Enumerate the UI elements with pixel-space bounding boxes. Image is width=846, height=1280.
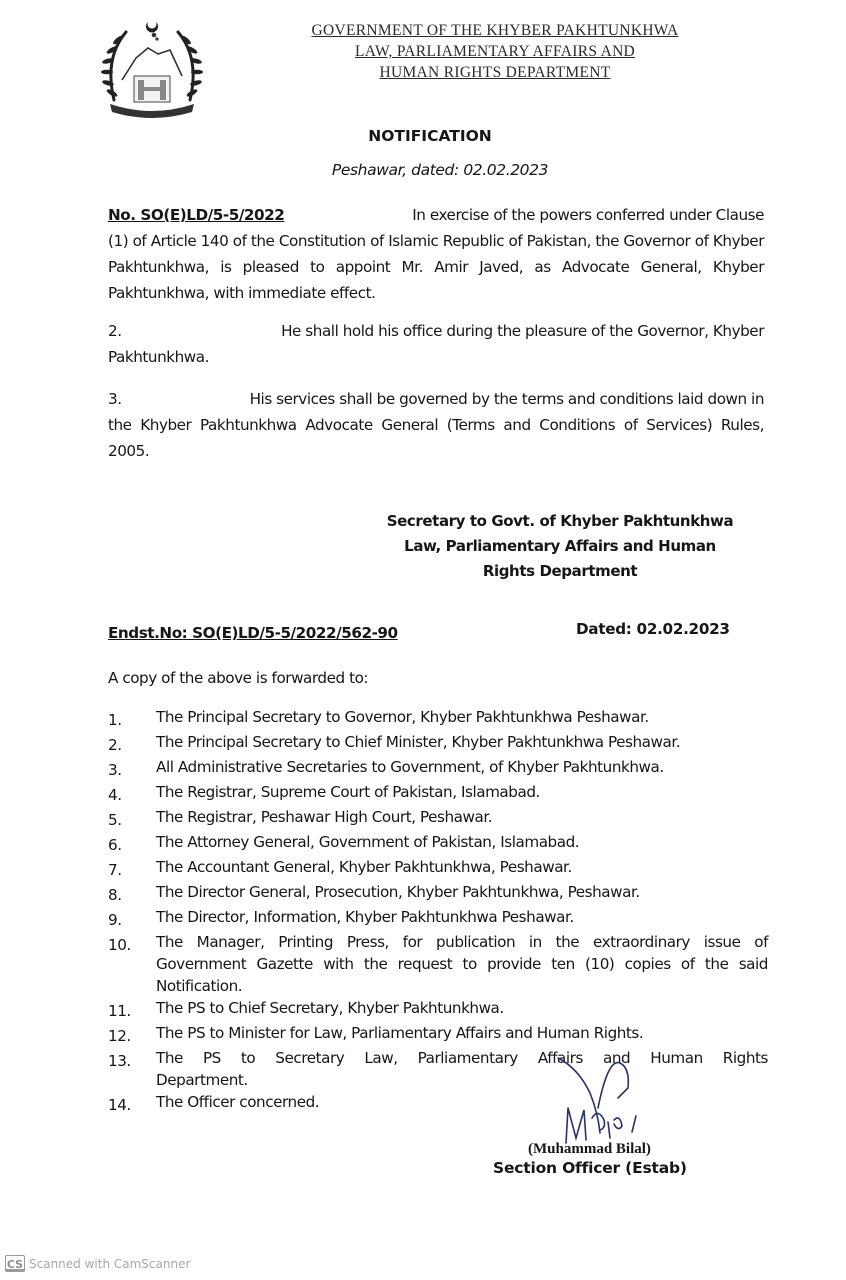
emblem xyxy=(96,18,208,122)
paragraph-1-rest: (1) of Article 140 of the Constitution of Islamic Republic of Pakistan, the Governor of Khyber Pakhtunkhwa, is pleased to appoint Mr. Amir Javed, as Advocate General, Khyber Pakhtunkhwa, with immediate effect. xyxy=(108,232,764,302)
recipient-item xyxy=(108,731,768,756)
recipient-item xyxy=(108,1022,768,1047)
recipient-text: The Director, Information, Khyber Pakhtunkhwa Peshawar. xyxy=(156,908,574,926)
camscanner-text: Scanned with CamScanner xyxy=(29,1256,191,1271)
recipient-number: 8. xyxy=(108,886,122,904)
recipient-text: The Registrar, Supreme Court of Pakistan, Islamabad. xyxy=(156,783,540,801)
paragraph-2 xyxy=(108,318,764,370)
signatory-designation: Section Officer (Estab) xyxy=(493,1159,687,1177)
paragraph-3 xyxy=(108,386,764,464)
recipient-number: 1. xyxy=(108,711,122,729)
recipient-item xyxy=(108,881,768,906)
recipient-number: 13. xyxy=(108,1052,131,1070)
recipient-number: 3. xyxy=(108,761,122,779)
handwritten-signature-icon xyxy=(548,1048,678,1148)
letterhead-line-1: GOVERNMENT OF THE KHYBER PAKHTUNKHWA xyxy=(311,22,679,39)
forwarded-to-intro: A copy of the above is forwarded to: xyxy=(108,669,369,687)
recipient-text: The Registrar, Peshawar High Court, Peshawar. xyxy=(156,808,493,826)
recipient-item xyxy=(108,856,768,881)
recipient-text: The Officer concerned. xyxy=(156,1093,320,1111)
paragraph-2-rest: Pakhtunkhwa. xyxy=(108,348,209,366)
recipient-number: 4. xyxy=(108,786,122,804)
place-date: Peshawar, dated: 02.02.2023 xyxy=(331,161,549,179)
signatory-name: (Muhammad Bilal) xyxy=(528,1141,651,1157)
recipient-text: The PS to Secretary Law, Parliamentary Affairs and Human Rights Department. xyxy=(156,1049,768,1089)
recipient-item xyxy=(108,781,768,806)
recipient-text: The PS to Minister for Law, Parliamentary Affairs and Human Rights. xyxy=(156,1024,644,1042)
paragraph-2-first-line: He shall hold his office during the pleasure of the Governor, Khyber xyxy=(281,322,764,340)
secretary-block xyxy=(360,509,760,584)
paragraph-1-first-line: In exercise of the powers conferred under Clause xyxy=(412,206,764,224)
recipient-number: 9. xyxy=(108,911,122,929)
paragraph-3-rest: the Khyber Pakhtunkhwa Advocate General (Terms and Conditions of Services) Rules, 2005. xyxy=(108,416,764,460)
recipient-number: 5. xyxy=(108,811,122,829)
paragraph-1 xyxy=(108,202,764,306)
recipient-item xyxy=(108,706,768,731)
recipient-text: The Attorney General, Government of Pakistan, Islamabad. xyxy=(156,833,580,851)
camscanner-logo-icon: CS xyxy=(5,1255,25,1272)
letterhead-line-3: HUMAN RIGHTS DEPARTMENT xyxy=(379,64,611,81)
recipient-number: 2. xyxy=(108,736,122,754)
recipient-text: The Director General, Prosecution, Khyber Pakhtunkhwa, Peshawar. xyxy=(156,883,640,901)
paragraph-2-number: 2. xyxy=(108,322,122,340)
letterhead-line-2: LAW, PARLIAMENTARY AFFAIRS AND xyxy=(354,43,636,60)
camscanner-watermark xyxy=(5,1255,190,1272)
recipient-text: The Principal Secretary to Governor, Khyber Pakhtunkhwa Peshawar. xyxy=(156,708,649,726)
signature xyxy=(548,1048,678,1148)
secretary-line-2: Law, Parliamentary Affairs and Human xyxy=(404,537,716,555)
endorsement-date: Dated: 02.02.2023 xyxy=(576,620,730,638)
secretary-line-3: Rights Department xyxy=(482,562,638,580)
recipient-number: 11. xyxy=(108,1002,131,1020)
recipient-number: 12. xyxy=(108,1027,131,1045)
recipient-text: All Administrative Secretaries to Government, of Khyber Pakhtunkhwa. xyxy=(156,758,664,776)
recipient-item xyxy=(108,831,768,856)
recipient-text: The Accountant General, Khyber Pakhtunkhwa, Peshawar. xyxy=(156,858,572,876)
notification-title: NOTIFICATION xyxy=(368,127,492,145)
recipient-item xyxy=(108,931,768,997)
recipient-item xyxy=(108,756,768,781)
recipient-number: 6. xyxy=(108,836,122,854)
recipient-number: 14. xyxy=(108,1096,131,1114)
recipient-text: The Manager, Printing Press, for publication in the extraordinary issue of Government Gazette with the request to provide ten (10) copies of the said Notification. xyxy=(156,933,768,995)
recipient-text: The PS to Chief Secretary, Khyber Pakhtunkhwa. xyxy=(156,999,504,1017)
endorsement-number: Endst.No: SO(E)LD/5-5/2022/562-90 xyxy=(108,624,398,642)
recipient-item xyxy=(108,906,768,931)
recipient-item xyxy=(108,806,768,831)
recipient-number: 7. xyxy=(108,861,122,879)
secretary-line-1: Secretary to Govt. of Khyber Pakhtunkhwa xyxy=(386,512,734,530)
recipient-number: 10. xyxy=(108,936,131,954)
recipient-text: The Principal Secretary to Chief Minister, Khyber Pakhtunkhwa Peshawar. xyxy=(156,733,681,751)
paragraph-3-first-line: His services shall be governed by the terms and conditions laid down in xyxy=(249,390,764,408)
notification-number: No. SO(E)LD/5-5/2022 xyxy=(108,206,285,224)
recipient-item xyxy=(108,997,768,1022)
khyber-pakhtunkhwa-emblem-icon xyxy=(96,18,208,122)
paragraph-3-number: 3. xyxy=(108,390,122,408)
